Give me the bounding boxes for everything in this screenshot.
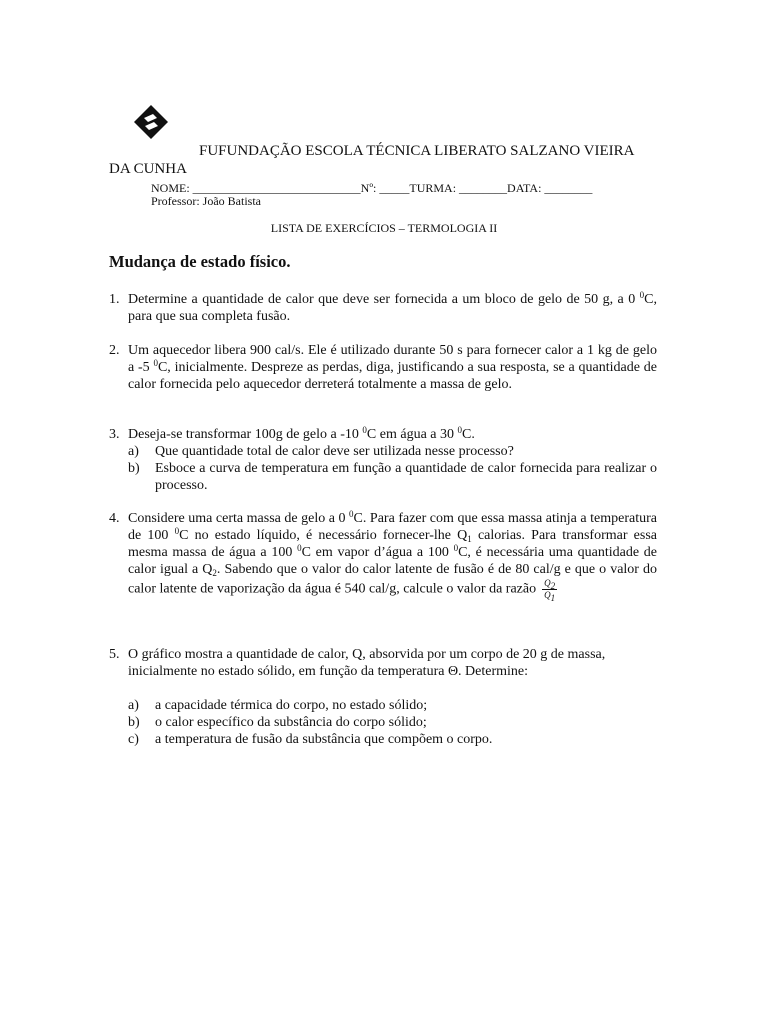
question-text: O gráfico mostra a quantidade de calor, Q, absorvida por um corpo de 20 g de massa, inicialmente no estado sólido, em função da temperatura Θ. Determine: [128,647,606,679]
sub-item-c: c) a temperatura de fusão da substância que compõem o corpo. [128,732,493,747]
section-title: Mudança de estado físico. [109,252,291,271]
list-title: LISTA DE EXERCÍCIOS – TERMOLOGIA II [270,221,498,235]
question-text: Deseja-se transformar 100g de gelo a -10 $^0$C em água a 30 $^0$C. [128,425,475,442]
question-3 [109,426,657,494]
sub-item-a: a) Que quantidade total de calor deve ser utilizada nesse processo? [128,444,514,459]
school-logo [133,104,169,140]
question-text: Um aquecedor libera 900 cal/s. Ele é utilizado durante 50 s para fornecer calor a 1 kg de gelo a -5 $^0$C, inicialmente. Despreze as perdas, diga, justificando a sua resposta, se a quantidade de calor fornecida pelo aquecedor derreterá totalmente a massa de gelo. [128,343,657,392]
question-5 [109,646,657,748]
sub-item-a: a) a capacidade térmica do corpo, no estado sólido; [128,698,428,713]
question-text: Determine a quantidade de calor que deve ser fornecida a um bloco de gelo de 50 g, a 0 $^0$C, para que sua completa fusão. [128,290,657,324]
ratio-fraction: $\frac{Q2}{Q1}$ [544,578,556,603]
question-number: 1. [109,292,120,307]
school-name: FUFUNDAÇÃO ESCOLA TÉCNICA LIBERATO SALZANO VIEIRA DA CUNHA [109,143,634,177]
question-1 [109,291,657,325]
student-form-line: NOME: ____________________________Nº: _____TURMA: ________DATA: ________ [151,181,593,195]
question-number: 3. [109,427,120,442]
question-number: 4. [109,511,120,526]
professor-line: Professor: João Batista [151,194,261,208]
sub-item-b: b) o calor específico da substância do corpo sólido; [128,715,427,730]
question-number: 5. [109,647,120,662]
question-number: 2. [109,343,120,358]
question-4 [109,510,657,601]
question-text: Considere uma certa massa de gelo a 0 $^0$C. Para fazer com que essa massa atinja a temperatura de 100 $^0$C no estado líquido, é necessário fornecer-lhe $Q_1$ calorias. Para transformar essa mesma massa de água a 100 $^0$C em vapor d’água a 100 $^0$C, é necessária uma quantidade de calor igual a $Q_2$. Sabendo que o valor do calor latente de fusão é de 80 cal/g e que o valor do calor latente de vaporização da água é 540 cal/g, calcule o valor da razão $\frac{Q2}{Q1}$ [128,509,657,603]
sub-item-b: b) Esboce a curva de temperatura em função a quantidade de calor fornecida para realizar o processo. [128,461,657,493]
question-2 [109,342,657,393]
